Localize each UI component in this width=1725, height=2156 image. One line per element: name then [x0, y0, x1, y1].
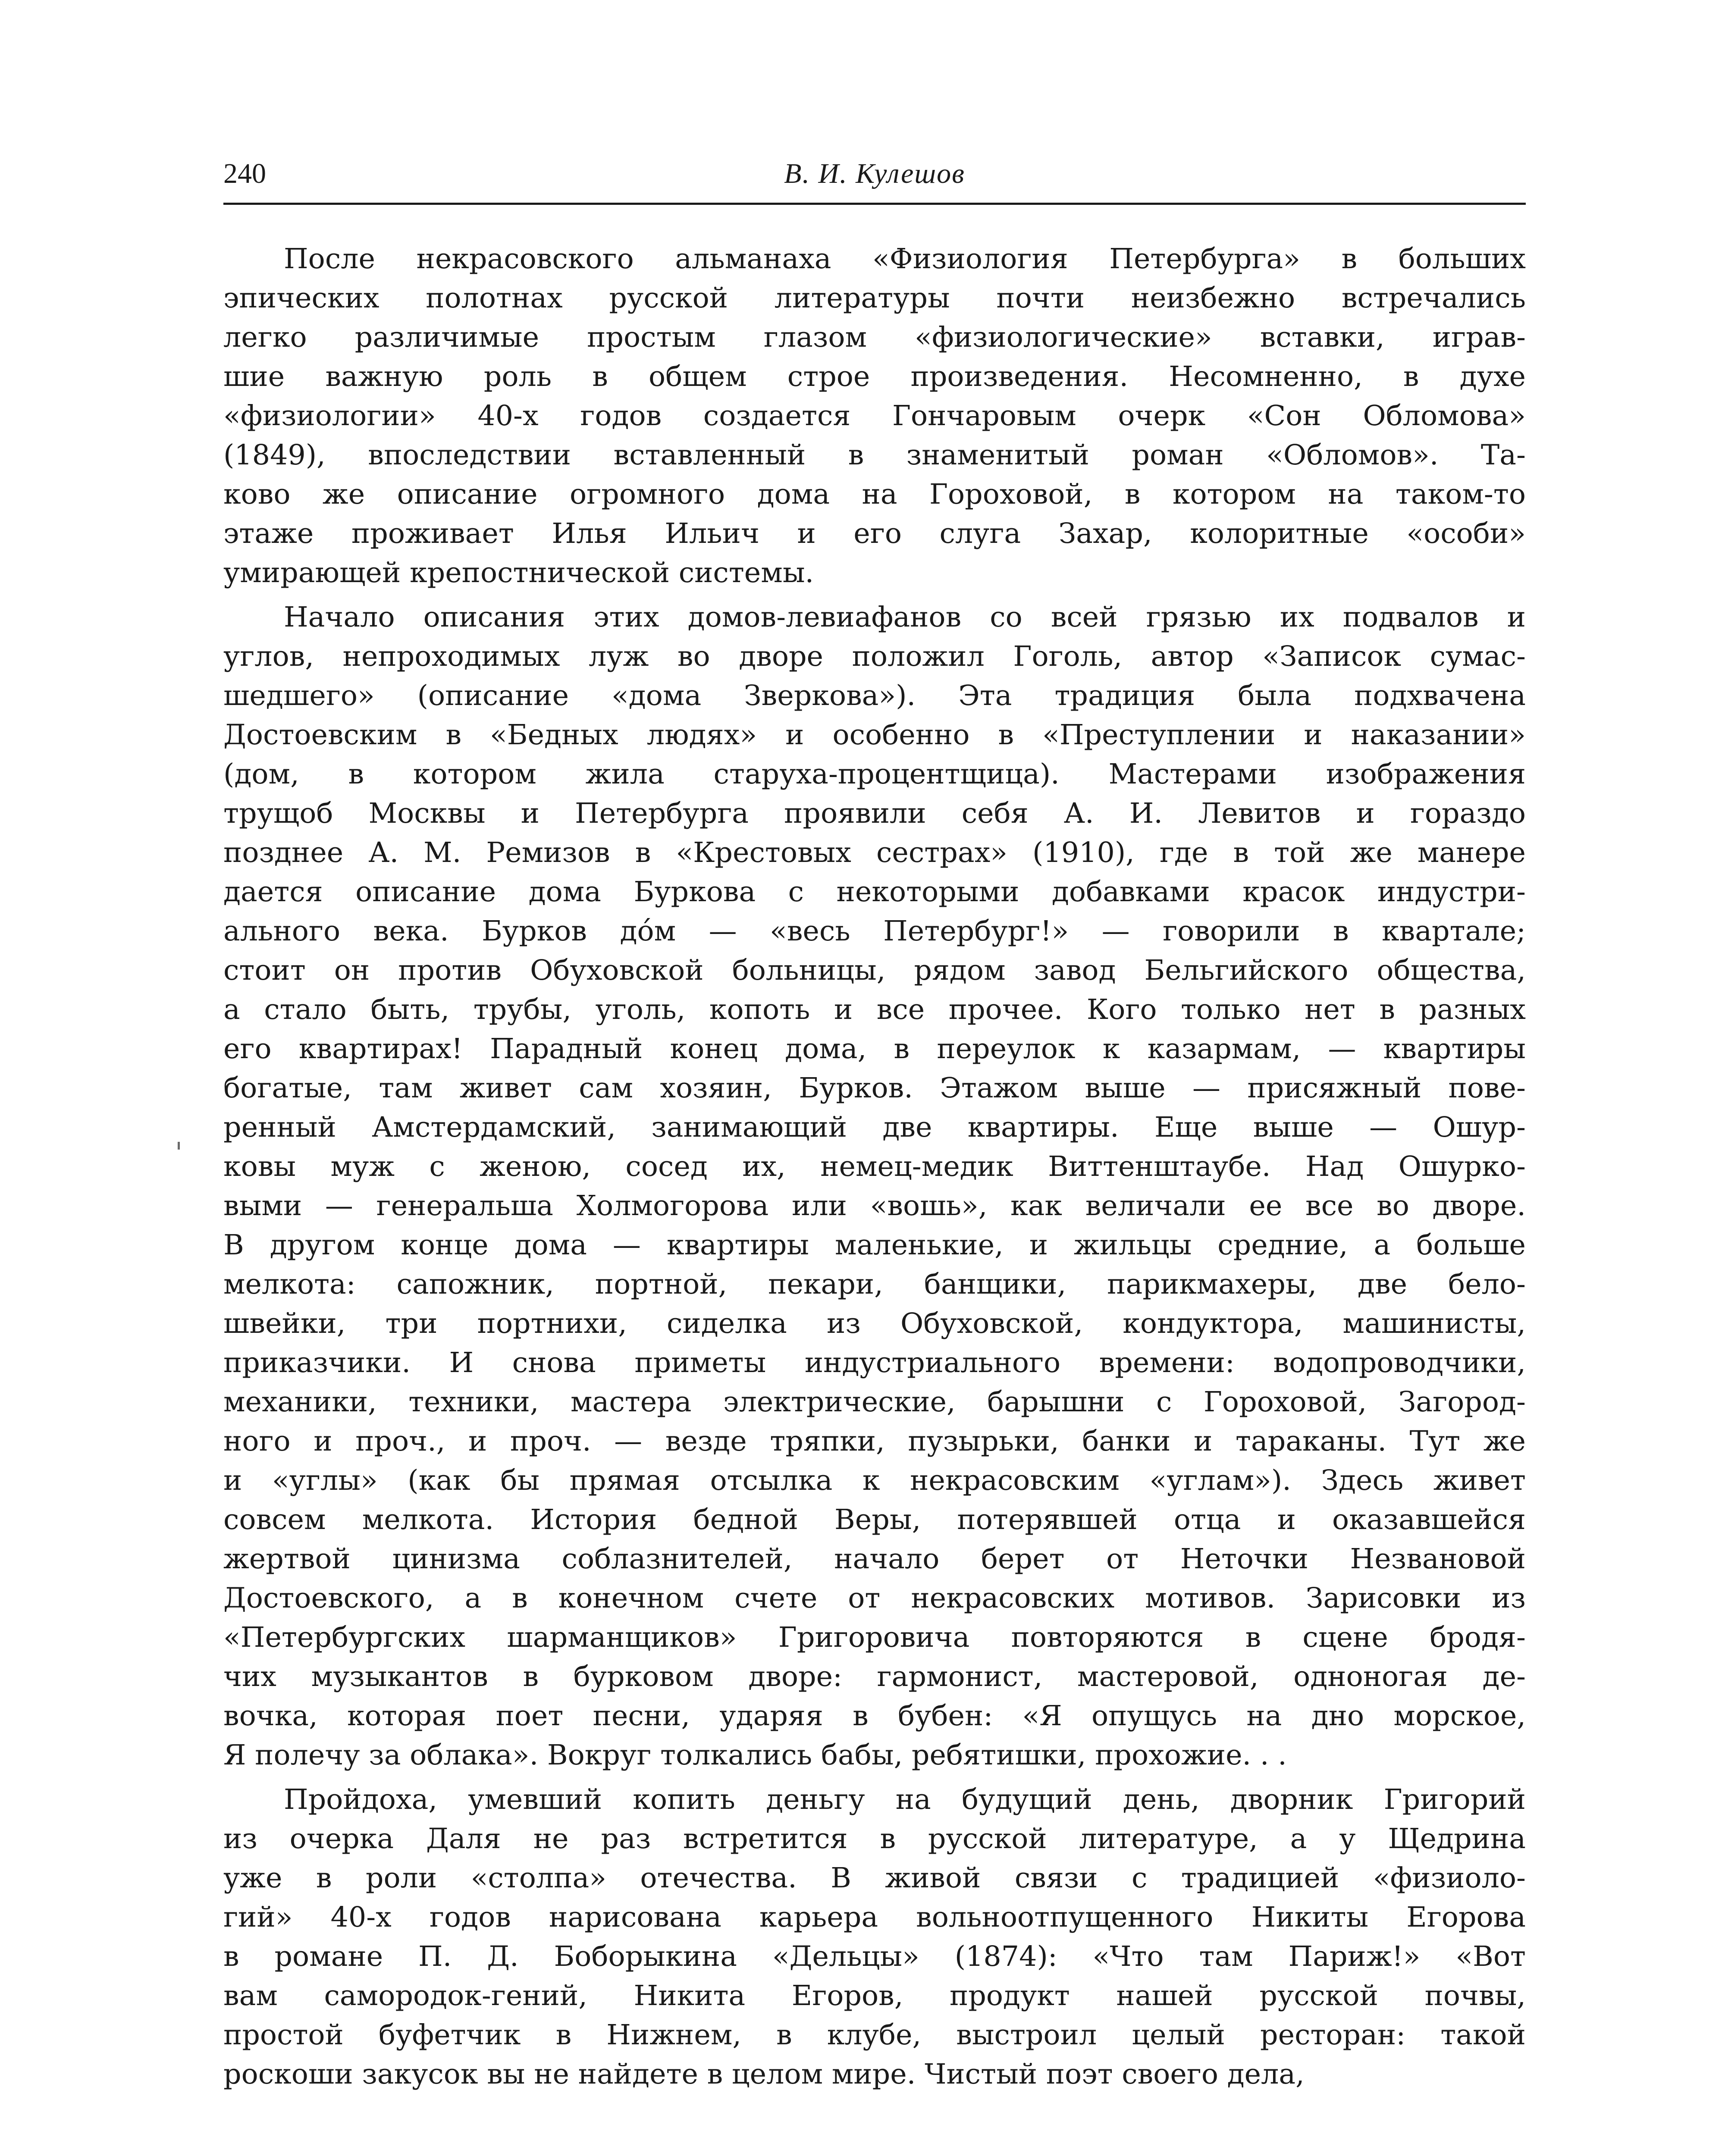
paragraph — [223, 598, 1526, 1775]
text-line: в романе П. Д. Боборыкина «Дельцы» (1874): «Что там Париж!» «Вот — [223, 1940, 1526, 1973]
paragraph — [223, 1780, 1526, 2094]
text-line: трущоб Москвы и Петербурга проявили себя А. И. Левитов и гораздо — [223, 797, 1526, 830]
text-line: легко различимые простым глазом «физиологические» вставки, играв- — [223, 321, 1526, 354]
text-line: ренный Амстердамский, занимающий две квартиры. Еще выше — Ошур- — [223, 1111, 1526, 1144]
text-line: приказчики. И снова приметы индустриального времени: водопроводчики, — [223, 1347, 1526, 1379]
text-line: После некрасовского альманаха «Физиология Петербурга» в больших — [284, 243, 1526, 275]
text-line: Достоевским в «Бедных людях» и особенно в «Преступлении и наказании» — [223, 719, 1526, 751]
margin-mark — [178, 1142, 180, 1150]
text-line: мелкота: сапожник, портной, пекари, банщики, парикмахеры, две бело- — [223, 1268, 1526, 1300]
text-line: гий» 40-х годов нарисована карьера вольноотпущенного Никиты Егорова — [223, 1901, 1526, 1934]
text-line: ального века. Бурков до́м — «весь Петербург!» — говорили в квартале; — [223, 915, 1526, 947]
text-line: вочка, которая поет песни, ударяя в бубен: «Я опущусь на дно морское, — [223, 1700, 1526, 1732]
text-line: ковы муж с женою, сосед их, немец-медик Виттенштаубе. Над Ошурко- — [223, 1150, 1526, 1183]
body-text — [223, 239, 1526, 2094]
text-line: жертвой цинизма соблазнителей, начало берет от Неточки Незвановой — [223, 1543, 1526, 1575]
text-line: «физиологии» 40-х годов создается Гончаровым очерк «Сон Обломова» — [223, 400, 1526, 432]
text-line: богатые, там живет сам хозяин, Бурков. Этажом выше — присяжный пове- — [223, 1072, 1526, 1104]
text-line: шие важную роль в общем строе произведения. Несомненно, в духе — [223, 360, 1526, 393]
paragraph-gap — [223, 592, 1526, 598]
text-line: ково же описание огромного дома на Гороховой, в котором на таком-то — [223, 478, 1526, 511]
running-title: В. И. Кулешов — [784, 158, 965, 189]
text-line: из очерка Даля не раз встретится в русской литературе, а у Щедрина — [223, 1823, 1526, 1855]
text-line: этаже проживает Илья Ильич и его слуга Захар, колоритные «особи» — [223, 517, 1526, 550]
text-line: и «углы» (как бы прямая отсылка к некрасовским «углам»). Здесь живет — [223, 1464, 1526, 1497]
text-line: простой буфетчик в Нижнем, в клубе, выстроил целый ресторан: такой — [223, 2019, 1526, 2051]
running-head — [223, 150, 1526, 197]
text-line: шедшего» (описание «дома Зверкова»). Эта традиция была подхвачена — [223, 680, 1526, 712]
paragraph — [223, 239, 1526, 592]
text-line: эпических полотнах русской литературы почти неизбежно встречались — [223, 282, 1526, 314]
text-line: умирающей крепостнической системы. — [223, 557, 814, 589]
text-line: а стало быть, трубы, уголь, копоть и все прочее. Кого только нет в разных — [223, 993, 1526, 1026]
text-line: выми — генеральша Холмогорова или «вошь», как величали ее все во дворе. — [223, 1190, 1526, 1222]
text-line: «Петербургских шарманщиков» Григоровича повторяются в сцене бродя- — [223, 1621, 1526, 1654]
paragraph-gap — [223, 1775, 1526, 1780]
text-line: Начало описания этих домов-левиафанов со всей грязью их подвалов и — [284, 601, 1526, 633]
text-line: уже в роли «столпа» отечества. В живой связи с традицией «физиоло- — [223, 1862, 1526, 1894]
text-line: (дом, в котором жила старуха-процентщица). Мастерами изображения — [223, 758, 1526, 790]
text-line: углов, непроходимых луж во дворе положил Гоголь, автор «Записок сумас- — [223, 640, 1526, 673]
text-line: позднее А. М. Ремизов в «Крестовых сестрах» (1910), где в той же манере — [223, 837, 1526, 869]
text-line: Пройдоха, умевший копить деньгу на будущий день, дворник Григорий — [284, 1783, 1526, 1816]
text-line: швейки, три портнихи, сиделка из Обуховской, кондуктора, машинисты, — [223, 1307, 1526, 1340]
text-line: (1849), впоследствии вставленный в знаменитый роман «Обломов». Та- — [223, 439, 1526, 471]
text-line: стоит он против Обуховской больницы, рядом завод Бельгийского общества, — [223, 954, 1526, 987]
text-line: роскоши закусок вы не найдете в целом мире. Чистый поэт своего дела, — [223, 2058, 1305, 2090]
text-line: Я полечу за облака». Вокруг толкались бабы, ребятишки, прохожие. . . — [223, 1739, 1287, 1771]
text-line: вам самородок-гений, Никита Егоров, продукт нашей русской почвы, — [223, 1980, 1526, 2012]
text-line: ного и проч., и проч. — везде тряпки, пузырьки, банки и тараканы. Тут же — [223, 1425, 1526, 1457]
page-number: 240 — [223, 158, 266, 189]
text-line: совсем мелкота. История бедной Веры, потерявшей отца и оказавшейся — [223, 1504, 1526, 1536]
text-line: его квартирах! Парадный конец дома, в переулок к казармам, — квартиры — [223, 1033, 1526, 1065]
text-line: В другом конце дома — квартиры маленькие, и жильцы средние, а больше — [223, 1229, 1526, 1261]
text-line: дается описание дома Буркова с некоторыми добавками красок индустри- — [223, 876, 1526, 908]
header-rule — [223, 203, 1526, 205]
text-line: чих музыкантов в бурковом дворе: гармонист, мастеровой, одноногая де- — [223, 1661, 1526, 1693]
text-line: механики, техники, мастера электрические, барышни с Гороховой, Загород- — [223, 1386, 1526, 1418]
text-line: Достоевского, а в конечном счете от некрасовских мотивов. Зарисовки из — [223, 1582, 1526, 1614]
